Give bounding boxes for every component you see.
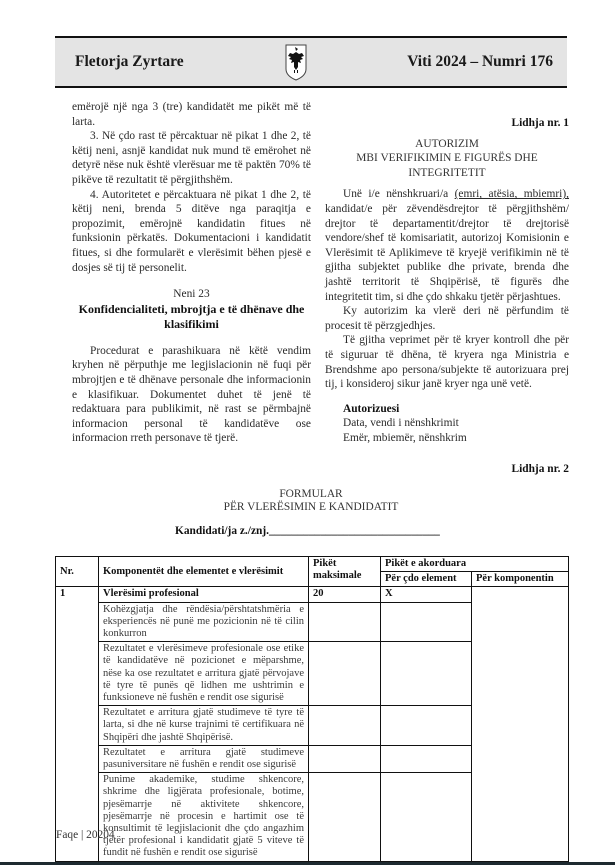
form-title: FORMULAR PËR VLERËSIMIN E KANDIDATIT [223,488,399,513]
header-awarded: Pikët e akorduara [381,557,569,572]
article-title: Konfidencialiteti, mbrojtja e të dhënave dhe klasifikimi [78,301,305,331]
header-per-component: Për komponentin [472,572,569,587]
signer-line: Data, vendi i nënshkrimit [343,417,459,430]
gazette-issue: Viti 2024 – Numri 176 [407,53,553,70]
evaluation-table [55,556,569,862]
albanian-coat-of-arms-icon [285,43,307,81]
max-points-cell[interactable] [309,642,381,706]
candidate-field: Kandidati/ja z./znj.______________________________ [175,525,440,537]
per-component-cell[interactable] [472,587,569,861]
max-points-cell[interactable] [309,773,381,861]
max-points-cell[interactable] [309,745,381,772]
paragraph: Unë i/e nënshkruari/a (emri, atësia, mbiemri), kandidat/e për zëvendësdrejtor të përgjithshëm/ drejtor të departamentit/drejtor të drejtorisë vendore/shef të komisariatit, autorizoj Komisionin e Vlerësimit të Aplikimeve të kryejë verifikimin në të gjitha subjektet publike dhe private, brenda dhe jashtë territorit të Shqipërisë, të figurës dhe integritetit tim, si dhe çdo shkaku tjetër përjashtues. [325,188,569,303]
header-max-points: Pikët maksimale [309,557,381,587]
underlined-placeholder: (emri, atësia, mbiemri), [454,188,569,201]
authorization-subtitle: MBI VERIFIKIMIN E FIGURËS DHE INTEGRITETIT [356,152,538,179]
element-description: Rezultatet e arritura gjatë studimeve të tyre të larta, si dhe në kurse trajnimi të certifikuara në Shqipëri dhe jashtë Shqipërisë. [99,706,309,746]
section-max-points: 20 [309,587,381,602]
element-description: Rezultatet e arritura gjatë studimeve pasuniversitare në fushën e rendit ose sigurisë [99,745,309,772]
gazette-title: Fletorja Zyrtare [75,53,184,70]
header-nr: Nr. [56,557,99,587]
element-description: Rezultatet e vlerësimeve profesionale ose etike të kandidatëve në pozicionet e mëparshme, nëse ka ose rezultatet e arritura gjatë përvojave të tyre të punës që lidhen me ushtrimin e funksioneve në fushën e rendit ose sigurisë [99,642,309,706]
table-header-row [56,557,569,572]
section-nr: 1 [56,587,99,861]
element-description: Punime akademike, studime shkencore, shkrime dhe ligjërata profesionale, botime, pjesëmarrje në aktivitete shkencore, pjesëmarrje në procesin e hartimit ose të konsultimit të legjislacionit dhe çdo angazhim tjetër profesional i kandidatit gjatë 5 viteve të fundit në fushën e rendit ose sigurisë [99,773,309,861]
signer-line: Emër, mbiemër, nënshkrim [343,431,467,444]
header-per-element: Për çdo element [381,572,472,587]
paragraph: 4. Autoritetet e përcaktuara në pikat 1 dhe 2, të këtij neni, brenda 5 ditëve nga paraqitja e propozimit, emërojnë kandidatin fitues në funksionin përkatës. Dokumentacioni i kandidatit fitues, si dhe formularët e vlerësimit bëhen pjesë e dosjes së tij të personelit. [72,188,311,274]
per-element-cell[interactable] [381,745,472,772]
per-element-cell[interactable] [381,706,472,746]
header-components: Komponentët dhe elementet e vlerësimit [99,557,309,587]
right-column [325,116,569,445]
article-number: Neni 23 [173,288,210,301]
per-element-cell[interactable] [381,773,472,861]
paragraph: Ky autorizim ka vlerë deri në përfundim të procesit të përzgjedhjes. [325,305,569,332]
section-per-element: X [381,587,472,602]
left-column [72,100,311,446]
max-points-cell[interactable] [309,602,381,642]
max-points-cell[interactable] [309,706,381,746]
table-section-row [56,587,569,602]
gazette-header [55,36,567,88]
section-name: Vlerësimi profesional [99,587,309,602]
annex2-label: Lidhja nr. 2 [511,463,569,475]
signer-label: Autorizuesi [343,402,400,415]
paragraph: Të gjitha veprimet për të kryer kontroll dhe për të siguruar të dhëna, të kryera nga Ministria e Brendshme apo persona/subjekte të autorizuara prej tij, i konsideroj sikur janë kryer nga unë vetë. [325,334,569,391]
authorization-title: AUTORIZIM [415,137,479,150]
per-element-cell[interactable] [381,642,472,706]
paragraph: Procedurat e parashikuara në këtë vendim kryhen në përputhje me legjislacionin në fuqi për mbrojtjen e të dhënave personale dhe informacionin e klasifikuar. Dokumentet duhet të jenë të redaktuara para publikimit, në rast se përmbajnë informacion personal të kandidatëve ose informacion rreth personave të tjerë. [72,344,311,445]
paragraph: emërojë një nga 3 (tre) kandidatët me pikët më të larta. [72,101,311,128]
annex-label: Lidhja nr. 1 [511,117,569,129]
element-description: Kohëzgjatja dhe rëndësia/përshtatshmëria e eksperiencës në punë me pozicionin në të cilin konkurron [99,602,309,642]
page-number: Faqe | 20204 [56,829,115,841]
paragraph: 3. Në çdo rast të përcaktuar në pikat 1 dhe 2, të këtij neni, asnjë kandidat nuk mund të emërohet në detyrë nëse nuk është vlerësuar me të paktën 70% të pikëve të rezultatit të përgjithshëm. [72,130,311,186]
per-element-cell[interactable] [381,602,472,642]
